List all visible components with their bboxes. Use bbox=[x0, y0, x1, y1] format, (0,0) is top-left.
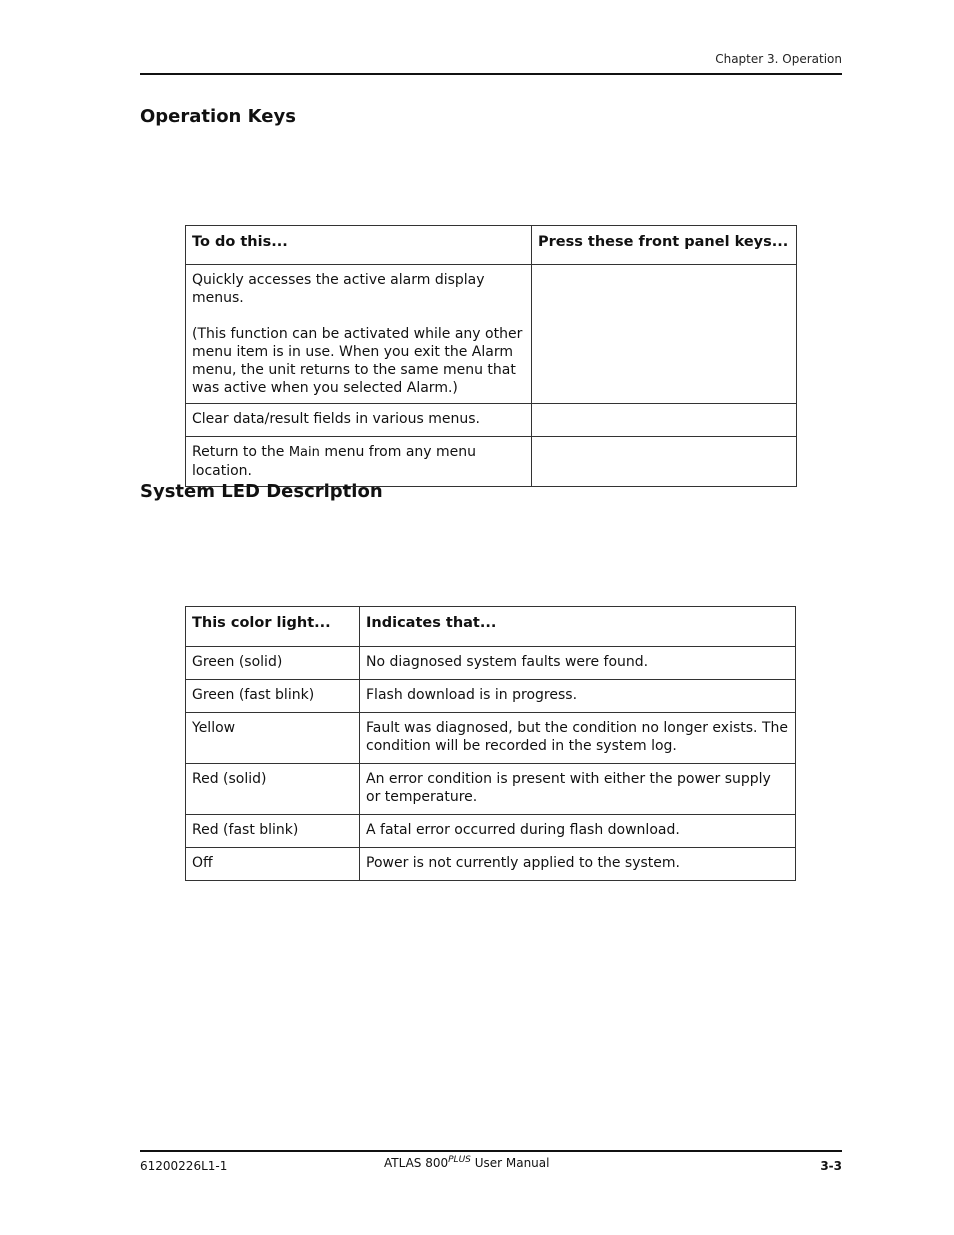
system-led-table bbox=[185, 606, 796, 881]
led-meaning: Flash download is in progress. bbox=[360, 680, 796, 713]
section-title-system-led: System LED Description bbox=[140, 481, 383, 502]
table-row bbox=[186, 437, 797, 487]
keys-cell bbox=[532, 437, 797, 487]
keys-cell bbox=[532, 404, 797, 437]
table-cell bbox=[186, 265, 532, 404]
manual-suffix: User Manual bbox=[470, 1156, 550, 1170]
product-name: ATLAS 800 bbox=[384, 1156, 449, 1170]
table-header-row bbox=[186, 607, 796, 647]
table-row bbox=[186, 680, 796, 713]
header-rule bbox=[140, 73, 842, 75]
page-number: 3-3 bbox=[820, 1159, 842, 1173]
table-header-row bbox=[186, 226, 797, 265]
column-header: To do this... bbox=[186, 226, 532, 265]
operation-keys-table bbox=[185, 225, 797, 487]
manual-title bbox=[384, 1155, 549, 1170]
table-row bbox=[186, 713, 796, 764]
column-header: Indicates that... bbox=[360, 607, 796, 647]
table-cell bbox=[186, 437, 532, 487]
led-meaning: Fault was diagnosed, but the condition no longer exists. The condition will be recorded in the system log. bbox=[360, 713, 796, 764]
table-row bbox=[186, 404, 797, 437]
row-description-post: menu from any menu location. bbox=[192, 444, 477, 479]
footer-rule bbox=[140, 1150, 842, 1152]
led-color: Green (solid) bbox=[186, 647, 360, 680]
table-row bbox=[186, 815, 796, 848]
led-meaning: A fatal error occurred during flash download. bbox=[360, 815, 796, 848]
keys-cell bbox=[532, 265, 797, 404]
row-description: Clear data/result fields in various menus. bbox=[186, 404, 532, 437]
led-meaning: An error condition is present with either the power supply or temperature. bbox=[360, 764, 796, 815]
led-meaning: Power is not currently applied to the system. bbox=[360, 848, 796, 881]
column-header: This color light... bbox=[186, 607, 360, 647]
row-description: Quickly accesses the active alarm display menus. bbox=[192, 272, 485, 306]
table-row bbox=[186, 848, 796, 881]
led-color: Green (fast blink) bbox=[186, 680, 360, 713]
column-header: Press these front panel keys... bbox=[532, 226, 797, 265]
product-superscript: PLUS bbox=[448, 1155, 471, 1165]
table-row bbox=[186, 647, 796, 680]
chapter-header: Chapter 3. Operation bbox=[715, 52, 842, 66]
led-color: Red (solid) bbox=[186, 764, 360, 815]
table-row bbox=[186, 764, 796, 815]
led-color: Red (fast blink) bbox=[186, 815, 360, 848]
led-color: Yellow bbox=[186, 713, 360, 764]
led-meaning: No diagnosed system faults were found. bbox=[360, 647, 796, 680]
row-description-pre: Return to the bbox=[192, 444, 289, 460]
led-color: Off bbox=[186, 848, 360, 881]
table-row bbox=[186, 265, 797, 404]
section-title-operation-keys: Operation Keys bbox=[140, 106, 296, 127]
document-number: 61200226L1-1 bbox=[140, 1159, 228, 1173]
main-menu-term: Main bbox=[288, 445, 320, 460]
row-description-note: (This function can be activated while any other menu item is in use. When you exit the Alarm menu, the unit returns to the same menu that was active when you selected Alarm.) bbox=[192, 326, 523, 396]
